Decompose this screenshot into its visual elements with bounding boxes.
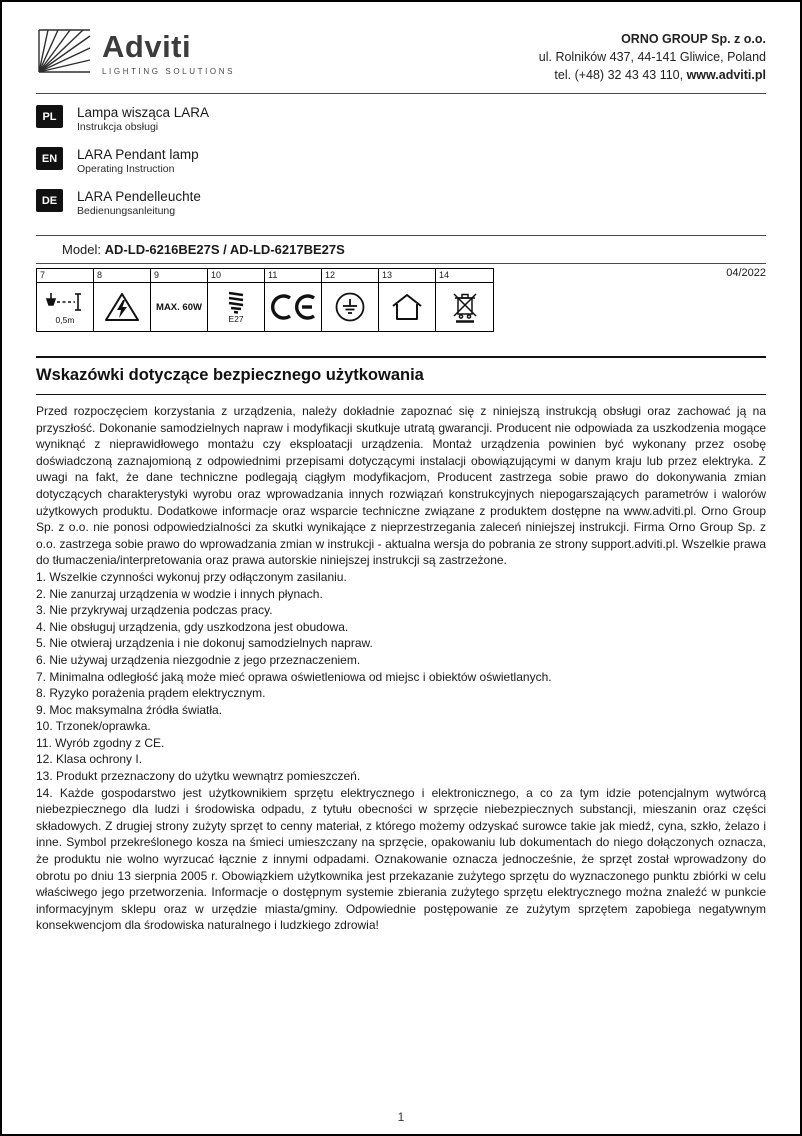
safety-item: 10. Trzonek/oprawka. xyxy=(36,719,151,734)
safety-item: 11. Wyrób zgodny z CE. xyxy=(36,735,165,750)
safety-section-header xyxy=(36,356,766,395)
company-website: www.adviti.pl xyxy=(686,68,766,82)
socket-type-label: E27 xyxy=(228,314,244,324)
safety-item: 14. Każde gospodarstwo jest użytkownikiem sprzętu elektrycznego i elektronicznego, a co za tym idzie potencjalnym wytwórcą niebezpiecznego dla ludzi i środowiska odpadu, z tytułu obecności w sprzęcie niebezpiecznych substancji, mieszanin oraz części składowych. Z drugiej strony zużyty sprzęt to cenny materiał, z którego możemy odzyskać surowce takie jak miedź, cyna, szkło, żelazo i inne. Symbol przekreślonego kosza na śmieci umieszczany na sprzęcie, opakowaniu lub dokumentach do niego dołączonych oznacza, że produktu nie wolno wyrzucać łącznie z innymi odpadami. Oznakowanie oznacza jednocześnie, że sprzęt został wprowadzony do obrotu po dniu 13 sierpnia 2005 r. Obowiązkiem użytkownika jest przekazanie zużytego sprzętu do wyznaczonego punktu zbiórki w celu właściwego jego przetworzenia. Informacje o dostępnym systemie zbierania zużytego sprzętu elektrycznego można znaleźć w punkcie informacyjnym sklepu oraz w urzędzie miasta/gminy. Odpowiednie postępowanie ze zużytym sprzętem zapobiega negatywnym konsekwencjom dla środowiska naturalnego i ludzkiego zdrowia! xyxy=(36,785,766,933)
safety-item: 12. Klasa ochrony I. xyxy=(36,752,143,767)
document-date: 04/2022 xyxy=(726,267,766,279)
safety-item: 5. Nie otwieraj urządzenia i nie dokonuj samodzielnych napraw. xyxy=(36,636,373,651)
safety-item: 7. Minimalna odległość jaką może mieć oprawa oświetleniowa od miejsc i obiektów oświetlanych. xyxy=(36,669,552,684)
pictogram-cell-7: 7 0,5m xyxy=(37,269,94,331)
page-footer xyxy=(36,1106,766,1126)
brand-name: Adviti xyxy=(102,29,192,64)
product-title-pl: Lampa wisząca LARA xyxy=(77,105,210,120)
pictogram-cell-8: 8 xyxy=(94,269,151,331)
product-title-de: LARA Pendelleuchte xyxy=(77,189,201,204)
safety-instructions xyxy=(36,403,766,934)
language-section xyxy=(36,94,766,235)
brand-block xyxy=(36,28,235,76)
pictogram-cell-12: 12 xyxy=(322,269,379,331)
manual-type-pl: Instrukcja obsługi xyxy=(77,121,159,133)
company-name: ORNO GROUP Sp. z o.o. xyxy=(621,32,766,46)
indoor-use-icon xyxy=(390,292,424,322)
language-row-en xyxy=(36,147,766,176)
model-row xyxy=(36,236,766,263)
language-badge-en: EN xyxy=(36,147,63,170)
pictogram-block xyxy=(36,264,766,344)
max-wattage-label: MAX. 60W xyxy=(156,301,202,313)
e27-socket-icon xyxy=(225,290,247,314)
safety-item: 3. Nie przykrywaj urządzenia podczas pracy. xyxy=(36,603,273,618)
brand-tagline: LIGHTING SOLUTIONS xyxy=(102,67,236,76)
manual-type-en: Operating Instruction xyxy=(77,163,175,175)
product-title-en: LARA Pendant lamp xyxy=(77,147,199,162)
language-badge-de: DE xyxy=(36,189,63,212)
model-value: AD-LD-6216BE27S / AD-LD-6217BE27S xyxy=(104,242,345,257)
model-label: Model: xyxy=(62,242,102,257)
pictogram-cell-13: 13 xyxy=(379,269,436,331)
pictogram-cell-14: 14 xyxy=(436,269,493,331)
safety-intro-paragraph: Przed rozpoczęciem korzystania z urządzenia, należy dokładnie zapoznać się z niniejszą instrukcją obsługi oraz zachować ją na przyszłość. Dokonanie samodzielnych napraw i modyfikacji skutkuje utratą gwarancji. Producent nie odpowiada za uszkodzenia mogące wyniknąć z nieprawidłowego montażu czy eksploatacji urządzenia. Montaż urządzenia powinien być wykonany przez osobę doświadczoną zaznajomioną z odpowiednimi przepisami dotyczącymi instalacji obowiązującymi w danym kraju lub przez elektryka. Z uwagi na fakt, że dane techniczne podlegają ciągłym modyfikacjom, Producent zastrzega sobie prawo do dokonywania zmian dotyczących charakterystyki wyrobu oraz wprowadzania innych rozwiązań konstrukcyjnych niepogarszających parametrów i walorów użytkowych produktu. Dodatkowe informacje oraz wsparcie techniczne związane z produktem dostępne na www.adviti.pl. Orno Group Sp. z o.o. nie ponosi odpowiedzialności za skutki wynikające z nieprzestrzegania zaleceń niniejszej instrukcji. Firma Orno Group Sp. z o.o. zastrzega sobie prawo do wprowadzania zmian w instrukcji - aktualna wersja do pobrania ze strony support.adviti.pl. Wszelkie prawa do tłumaczenia/interpretowania oraz prawa autorskie niniejszej instrukcji są zastrzeżone. xyxy=(36,404,766,568)
section-title: Wskazówki dotyczące bezpiecznego użytkowania xyxy=(36,366,424,384)
weee-bin-icon xyxy=(450,290,480,324)
distance-label: 0,5m xyxy=(55,315,75,325)
pictogram-cell-9: 9 MAX. 60W xyxy=(151,269,208,331)
pictogram-table xyxy=(36,268,494,332)
safety-item: 13. Produkt przeznaczony do użytku wewnątrz pomieszczeń. xyxy=(36,769,361,784)
language-row-de xyxy=(36,189,766,218)
company-info xyxy=(539,28,766,84)
page-header xyxy=(36,28,766,84)
safety-item: 4. Nie obsługuj urządzenia, gdy uszkodzona jest obudowa. xyxy=(36,619,349,634)
safety-item: 9. Moc maksymalna źródła światła. xyxy=(36,702,223,717)
safety-item: 6. Nie używaj urządzenia niezgodnie z jego przeznaczeniem. xyxy=(36,652,361,667)
page-number: 1 xyxy=(397,1110,405,1124)
company-address: ul. Rolników 437, 44-141 Gliwice, Poland xyxy=(538,50,766,64)
pictogram-cell-10: 10 E27 xyxy=(208,269,265,331)
language-row-pl xyxy=(36,105,766,134)
company-contact xyxy=(539,66,766,84)
protection-class-icon xyxy=(334,291,366,323)
pictogram-cell-11: 11 xyxy=(265,269,322,331)
pendant-distance-icon xyxy=(45,289,85,315)
safety-item: 2. Nie zanurzaj urządzenia w wodzie i innych płynach. xyxy=(36,586,323,601)
electric-shock-warning-icon xyxy=(104,291,140,323)
ce-mark-icon xyxy=(269,291,317,323)
language-badge-pl: PL xyxy=(36,105,63,128)
safety-item: 8. Ryzyko porażenia prądem elektrycznym. xyxy=(36,686,266,701)
adviti-logo-icon xyxy=(36,28,92,74)
safety-item: 1. Wszelkie czynności wykonuj przy odłączonym zasilaniu. xyxy=(36,569,347,584)
manual-type-de: Bedienungsanleitung xyxy=(77,205,176,217)
brand-text xyxy=(102,28,235,76)
company-phone: tel. (+48) 32 43 43 110, xyxy=(554,68,687,82)
